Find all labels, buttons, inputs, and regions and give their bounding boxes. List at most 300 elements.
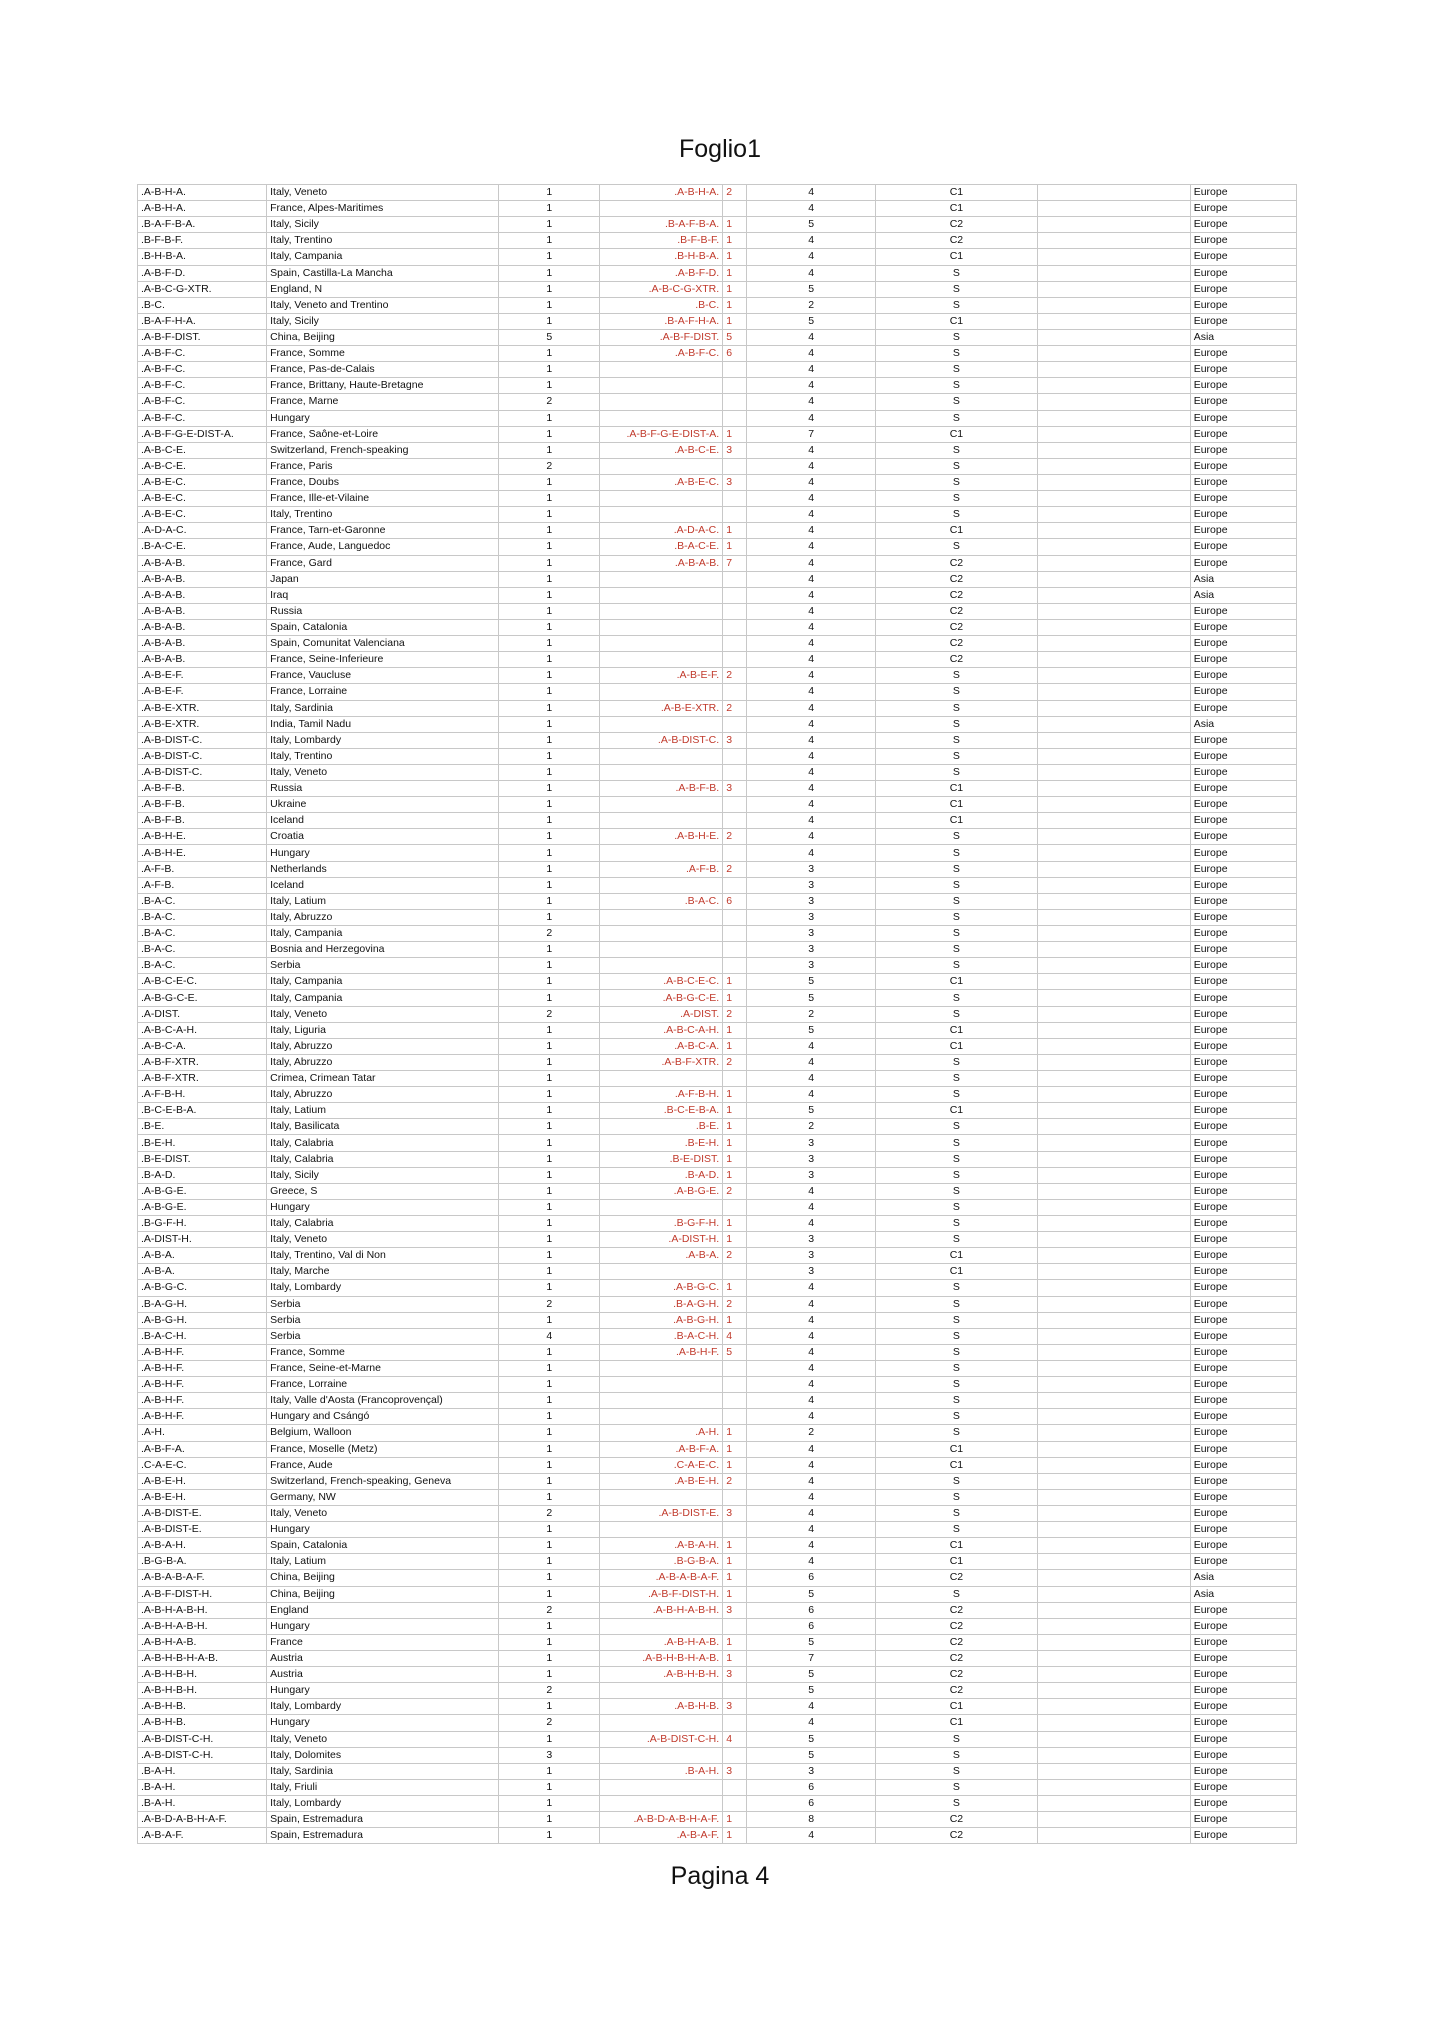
cell-empty xyxy=(1037,217,1190,233)
table-row xyxy=(138,652,1297,668)
cell-length: 4 xyxy=(747,1054,876,1070)
cell-class: S xyxy=(876,1167,1037,1183)
cell-pattern-count: 1 xyxy=(723,539,747,555)
cell-location: Italy, Sicily xyxy=(267,313,499,329)
cell-code: .A-B-DIST-C. xyxy=(138,732,267,748)
cell-code: .A-B-A-H. xyxy=(138,1538,267,1554)
cell-pattern: .A-B-E-H. xyxy=(600,1473,723,1489)
cell-pattern: .A-B-F-G-E-DIST-A. xyxy=(600,426,723,442)
cell-code: .A-B-H-B-H. xyxy=(138,1667,267,1683)
cell-length: 3 xyxy=(747,926,876,942)
cell-class: S xyxy=(876,378,1037,394)
cell-count: 2 xyxy=(499,458,600,474)
cell-count: 1 xyxy=(499,346,600,362)
cell-count: 1 xyxy=(499,797,600,813)
cell-code: .B-C. xyxy=(138,297,267,313)
cell-count: 1 xyxy=(499,1312,600,1328)
cell-region: Europe xyxy=(1190,442,1296,458)
cell-empty xyxy=(1037,458,1190,474)
cell-count: 1 xyxy=(499,1650,600,1666)
cell-pattern: .A-B-A. xyxy=(600,1248,723,1264)
cell-count: 1 xyxy=(499,1457,600,1473)
cell-location: Italy, Dolomites xyxy=(267,1747,499,1763)
cell-empty xyxy=(1037,1715,1190,1731)
table-row xyxy=(138,636,1297,652)
cell-empty xyxy=(1037,1167,1190,1183)
cell-pattern-count: 1 xyxy=(723,426,747,442)
table-row xyxy=(138,603,1297,619)
cell-pattern: .A-B-F-C. xyxy=(600,346,723,362)
cell-empty xyxy=(1037,1248,1190,1264)
cell-pattern xyxy=(600,619,723,635)
cell-empty xyxy=(1037,829,1190,845)
cell-region: Europe xyxy=(1190,313,1296,329)
page-number: Pagina 4 xyxy=(670,1862,770,1890)
cell-empty xyxy=(1037,1425,1190,1441)
cell-pattern-count: 2 xyxy=(723,1296,747,1312)
cell-code: .B-A-D. xyxy=(138,1167,267,1183)
cell-code: .A-B-G-H. xyxy=(138,1312,267,1328)
cell-pattern-count xyxy=(723,394,747,410)
cell-pattern xyxy=(600,764,723,780)
cell-pattern-count: 1 xyxy=(723,1312,747,1328)
cell-region: Europe xyxy=(1190,1183,1296,1199)
cell-empty xyxy=(1037,716,1190,732)
cell-code: .B-A-C. xyxy=(138,958,267,974)
cell-length: 4 xyxy=(747,732,876,748)
cell-code: .A-B-F-A. xyxy=(138,1441,267,1457)
cell-code: .A-B-C-E. xyxy=(138,442,267,458)
cell-location: Hungary xyxy=(267,1683,499,1699)
cell-pattern: .A-B-C-E. xyxy=(600,442,723,458)
table-row xyxy=(138,1441,1297,1457)
cell-count: 1 xyxy=(499,909,600,925)
cell-length: 6 xyxy=(747,1618,876,1634)
cell-count: 2 xyxy=(499,1505,600,1521)
table-row xyxy=(138,732,1297,748)
table-row xyxy=(138,1747,1297,1763)
cell-count: 2 xyxy=(499,926,600,942)
cell-class: C1 xyxy=(876,523,1037,539)
cell-count: 1 xyxy=(499,587,600,603)
cell-class: S xyxy=(876,1763,1037,1779)
cell-class: S xyxy=(876,1199,1037,1215)
cell-length: 4 xyxy=(747,748,876,764)
cell-length: 4 xyxy=(747,201,876,217)
cell-length: 4 xyxy=(747,1296,876,1312)
cell-length: 3 xyxy=(747,861,876,877)
cell-location: Iceland xyxy=(267,877,499,893)
cell-empty xyxy=(1037,1103,1190,1119)
table-row xyxy=(138,362,1297,378)
cell-pattern-count: 1 xyxy=(723,249,747,265)
cell-region: Europe xyxy=(1190,958,1296,974)
cell-pattern: .B-E. xyxy=(600,1119,723,1135)
table-row xyxy=(138,1828,1297,1844)
cell-count: 1 xyxy=(499,1054,600,1070)
cell-region: Europe xyxy=(1190,281,1296,297)
cell-region: Europe xyxy=(1190,990,1296,1006)
cell-count: 1 xyxy=(499,1199,600,1215)
cell-pattern: .A-B-DIST-C-H. xyxy=(600,1731,723,1747)
cell-location: Bosnia and Herzegovina xyxy=(267,942,499,958)
cell-code: .A-B-A-B. xyxy=(138,619,267,635)
cell-count: 1 xyxy=(499,571,600,587)
cell-code: .A-B-H-B. xyxy=(138,1699,267,1715)
cell-region: Europe xyxy=(1190,1360,1296,1376)
cell-region: Europe xyxy=(1190,1538,1296,1554)
cell-pattern: .A-B-E-XTR. xyxy=(600,700,723,716)
cell-location: Serbia xyxy=(267,1328,499,1344)
table-row xyxy=(138,1667,1297,1683)
cell-code: .A-B-E-H. xyxy=(138,1473,267,1489)
cell-location: France, Somme xyxy=(267,346,499,362)
cell-length: 4 xyxy=(747,1280,876,1296)
cell-class: C1 xyxy=(876,813,1037,829)
cell-class: S xyxy=(876,1135,1037,1151)
cell-count: 1 xyxy=(499,652,600,668)
cell-region: Europe xyxy=(1190,1425,1296,1441)
table-row xyxy=(138,1618,1297,1634)
cell-count: 1 xyxy=(499,442,600,458)
cell-location: France, Lorraine xyxy=(267,684,499,700)
cell-location: France, Pas-de-Calais xyxy=(267,362,499,378)
cell-class: C2 xyxy=(876,1570,1037,1586)
cell-count: 1 xyxy=(499,265,600,281)
cell-length: 4 xyxy=(747,764,876,780)
cell-region: Europe xyxy=(1190,974,1296,990)
cell-location: Crimea, Crimean Tatar xyxy=(267,1071,499,1087)
cell-pattern xyxy=(600,716,723,732)
table-row xyxy=(138,1022,1297,1038)
cell-count: 3 xyxy=(499,1747,600,1763)
cell-pattern xyxy=(600,684,723,700)
cell-length: 2 xyxy=(747,1425,876,1441)
cell-count: 1 xyxy=(499,201,600,217)
cell-class: C1 xyxy=(876,974,1037,990)
cell-location: France, Vaucluse xyxy=(267,668,499,684)
cell-pattern-count xyxy=(723,1393,747,1409)
table-row xyxy=(138,1522,1297,1538)
cell-count: 1 xyxy=(499,523,600,539)
table-row xyxy=(138,1377,1297,1393)
cell-empty xyxy=(1037,1151,1190,1167)
cell-code: .A-B-A-B. xyxy=(138,571,267,587)
cell-length: 5 xyxy=(747,1022,876,1038)
table-row xyxy=(138,1812,1297,1828)
cell-pattern: .A-B-G-C-E. xyxy=(600,990,723,1006)
cell-pattern-count xyxy=(723,1071,747,1087)
cell-pattern xyxy=(600,1393,723,1409)
cell-count: 1 xyxy=(499,1360,600,1376)
table-row xyxy=(138,1650,1297,1666)
cell-location: Hungary xyxy=(267,1618,499,1634)
cell-region: Europe xyxy=(1190,668,1296,684)
table-row xyxy=(138,1344,1297,1360)
cell-region: Europe xyxy=(1190,1216,1296,1232)
cell-length: 4 xyxy=(747,329,876,345)
cell-code: .B-F-B-F. xyxy=(138,233,267,249)
cell-count: 1 xyxy=(499,1119,600,1135)
cell-length: 4 xyxy=(747,1457,876,1473)
cell-empty xyxy=(1037,1135,1190,1151)
cell-class: S xyxy=(876,1328,1037,1344)
table-row xyxy=(138,426,1297,442)
cell-region: Europe xyxy=(1190,1489,1296,1505)
cell-empty xyxy=(1037,1280,1190,1296)
cell-class: C2 xyxy=(876,587,1037,603)
cell-location: France, Gard xyxy=(267,555,499,571)
cell-code: .A-B-E-H. xyxy=(138,1489,267,1505)
cell-class: S xyxy=(876,491,1037,507)
cell-length: 6 xyxy=(747,1779,876,1795)
cell-class: S xyxy=(876,1054,1037,1070)
cell-region: Europe xyxy=(1190,249,1296,265)
cell-class: C2 xyxy=(876,1634,1037,1650)
cell-region: Europe xyxy=(1190,1715,1296,1731)
cell-pattern-count xyxy=(723,1377,747,1393)
cell-pattern-count: 1 xyxy=(723,1425,747,1441)
cell-pattern-count: 1 xyxy=(723,1650,747,1666)
cell-location: Italy, Latium xyxy=(267,893,499,909)
cell-pattern-count xyxy=(723,1409,747,1425)
cell-code: .A-B-C-A-H. xyxy=(138,1022,267,1038)
cell-count: 1 xyxy=(499,217,600,233)
table-row xyxy=(138,845,1297,861)
cell-pattern-count: 1 xyxy=(723,1441,747,1457)
cell-class: C1 xyxy=(876,1715,1037,1731)
cell-class: C2 xyxy=(876,1683,1037,1699)
cell-region: Europe xyxy=(1190,926,1296,942)
cell-location: Germany, NW xyxy=(267,1489,499,1505)
cell-pattern-count: 1 xyxy=(723,990,747,1006)
cell-empty xyxy=(1037,990,1190,1006)
cell-length: 5 xyxy=(747,990,876,1006)
cell-count: 1 xyxy=(499,829,600,845)
cell-code: .B-C-E-B-A. xyxy=(138,1103,267,1119)
cell-length: 5 xyxy=(747,281,876,297)
cell-region: Europe xyxy=(1190,1667,1296,1683)
cell-class: C1 xyxy=(876,201,1037,217)
cell-length: 3 xyxy=(747,1264,876,1280)
cell-region: Europe xyxy=(1190,410,1296,426)
cell-pattern xyxy=(600,394,723,410)
cell-code: .A-B-F-C. xyxy=(138,378,267,394)
cell-region: Europe xyxy=(1190,797,1296,813)
cell-count: 1 xyxy=(499,1038,600,1054)
cell-empty xyxy=(1037,861,1190,877)
cell-pattern-count: 3 xyxy=(723,1699,747,1715)
cell-count: 2 xyxy=(499,1006,600,1022)
cell-class: S xyxy=(876,958,1037,974)
cell-location: Italy, Abruzzo xyxy=(267,1087,499,1103)
cell-class: C2 xyxy=(876,1618,1037,1634)
table-row xyxy=(138,619,1297,635)
table-row xyxy=(138,1473,1297,1489)
cell-count: 1 xyxy=(499,990,600,1006)
cell-count: 1 xyxy=(499,684,600,700)
cell-pattern xyxy=(600,1199,723,1215)
cell-length: 4 xyxy=(747,813,876,829)
cell-region: Europe xyxy=(1190,603,1296,619)
cell-class: C2 xyxy=(876,1828,1037,1844)
cell-empty xyxy=(1037,1022,1190,1038)
cell-pattern xyxy=(600,378,723,394)
table-row xyxy=(138,297,1297,313)
cell-pattern: .A-B-A-H. xyxy=(600,1538,723,1554)
cell-region: Europe xyxy=(1190,458,1296,474)
cell-class: S xyxy=(876,1393,1037,1409)
cell-pattern xyxy=(600,748,723,764)
table-row xyxy=(138,523,1297,539)
cell-pattern xyxy=(600,797,723,813)
cell-pattern xyxy=(600,1779,723,1795)
cell-length: 8 xyxy=(747,1812,876,1828)
cell-pattern-count xyxy=(723,1683,747,1699)
cell-pattern xyxy=(600,926,723,942)
cell-region: Europe xyxy=(1190,1618,1296,1634)
table-row xyxy=(138,861,1297,877)
cell-pattern xyxy=(600,571,723,587)
cell-pattern xyxy=(600,1071,723,1087)
cell-class: S xyxy=(876,845,1037,861)
cell-length: 3 xyxy=(747,1151,876,1167)
cell-pattern-count: 1 xyxy=(723,1812,747,1828)
cell-empty xyxy=(1037,893,1190,909)
cell-location: France, Seine-et-Marne xyxy=(267,1360,499,1376)
cell-pattern xyxy=(600,201,723,217)
cell-count: 1 xyxy=(499,1022,600,1038)
cell-location: Italy, Campania xyxy=(267,926,499,942)
cell-location: France, Lorraine xyxy=(267,1377,499,1393)
cell-length: 4 xyxy=(747,603,876,619)
cell-location: Hungary xyxy=(267,845,499,861)
cell-count: 1 xyxy=(499,668,600,684)
cell-code: .A-B-D-A-B-H-A-F. xyxy=(138,1812,267,1828)
table-row xyxy=(138,700,1297,716)
table-row xyxy=(138,1264,1297,1280)
cell-region: Europe xyxy=(1190,1602,1296,1618)
cell-count: 1 xyxy=(499,1151,600,1167)
cell-empty xyxy=(1037,764,1190,780)
cell-location: China, Beijing xyxy=(267,329,499,345)
cell-pattern-count xyxy=(723,362,747,378)
cell-class: C1 xyxy=(876,1248,1037,1264)
cell-pattern: .A-B-A-F. xyxy=(600,1828,723,1844)
cell-class: S xyxy=(876,1087,1037,1103)
table-row xyxy=(138,1731,1297,1747)
cell-empty xyxy=(1037,539,1190,555)
cell-pattern-count xyxy=(723,458,747,474)
cell-location: Hungary and Csángó xyxy=(267,1409,499,1425)
cell-empty xyxy=(1037,1457,1190,1473)
cell-location: Italy, Valle d'Aosta (Francoprovençal) xyxy=(267,1393,499,1409)
cell-pattern-count xyxy=(723,716,747,732)
cell-code: .A-B-A-B. xyxy=(138,636,267,652)
cell-length: 4 xyxy=(747,1360,876,1376)
cell-location: Spain, Catalonia xyxy=(267,1538,499,1554)
cell-pattern: .A-B-F-A. xyxy=(600,1441,723,1457)
cell-class: S xyxy=(876,1183,1037,1199)
cell-count: 1 xyxy=(499,555,600,571)
cell-class: S xyxy=(876,362,1037,378)
table-row xyxy=(138,474,1297,490)
table-row xyxy=(138,587,1297,603)
cell-pattern-count: 3 xyxy=(723,732,747,748)
cell-code: .A-F-B. xyxy=(138,877,267,893)
cell-count: 1 xyxy=(499,1586,600,1602)
cell-empty xyxy=(1037,1199,1190,1215)
cell-region: Europe xyxy=(1190,942,1296,958)
cell-empty xyxy=(1037,201,1190,217)
table-row xyxy=(138,1795,1297,1811)
cell-empty xyxy=(1037,942,1190,958)
cell-pattern-count xyxy=(723,909,747,925)
cell-count: 1 xyxy=(499,281,600,297)
cell-pattern xyxy=(600,1377,723,1393)
cell-region: Europe xyxy=(1190,1393,1296,1409)
cell-empty xyxy=(1037,249,1190,265)
cell-location: France, Moselle (Metz) xyxy=(267,1441,499,1457)
cell-location: Switzerland, French-speaking, Geneva xyxy=(267,1473,499,1489)
cell-pattern xyxy=(600,1264,723,1280)
cell-location: France, Alpes-Maritimes xyxy=(267,201,499,217)
cell-pattern xyxy=(600,603,723,619)
cell-region: Europe xyxy=(1190,1022,1296,1038)
cell-class: C2 xyxy=(876,217,1037,233)
cell-region: Europe xyxy=(1190,1522,1296,1538)
table-row xyxy=(138,1248,1297,1264)
cell-class: S xyxy=(876,1071,1037,1087)
cell-region: Europe xyxy=(1190,1473,1296,1489)
cell-pattern-count: 1 xyxy=(723,1280,747,1296)
cell-region: Europe xyxy=(1190,362,1296,378)
table-row xyxy=(138,1699,1297,1715)
cell-count: 5 xyxy=(499,329,600,345)
cell-pattern-count: 3 xyxy=(723,1763,747,1779)
cell-count: 1 xyxy=(499,1344,600,1360)
cell-code: .A-F-B. xyxy=(138,861,267,877)
cell-empty xyxy=(1037,507,1190,523)
cell-location: Hungary xyxy=(267,1715,499,1731)
table-row xyxy=(138,346,1297,362)
cell-location: Iraq xyxy=(267,587,499,603)
cell-pattern xyxy=(600,909,723,925)
table-row xyxy=(138,1038,1297,1054)
cell-region: Europe xyxy=(1190,1812,1296,1828)
cell-empty xyxy=(1037,185,1190,201)
cell-code: .A-B-A-B. xyxy=(138,652,267,668)
cell-pattern-count: 3 xyxy=(723,474,747,490)
table-row xyxy=(138,1602,1297,1618)
cell-class: S xyxy=(876,1119,1037,1135)
cell-empty xyxy=(1037,1377,1190,1393)
cell-region: Europe xyxy=(1190,1409,1296,1425)
cell-pattern: .A-B-H-A. xyxy=(600,185,723,201)
cell-class: C1 xyxy=(876,1554,1037,1570)
cell-region: Europe xyxy=(1190,1232,1296,1248)
cell-code: .A-B-F-G-E-DIST-A. xyxy=(138,426,267,442)
cell-region: Europe xyxy=(1190,909,1296,925)
cell-pattern xyxy=(600,1522,723,1538)
cell-pattern xyxy=(600,1683,723,1699)
cell-count: 1 xyxy=(499,845,600,861)
cell-pattern-count xyxy=(723,845,747,861)
cell-empty xyxy=(1037,1634,1190,1650)
cell-length: 4 xyxy=(747,474,876,490)
table-row xyxy=(138,458,1297,474)
cell-class: S xyxy=(876,1779,1037,1795)
